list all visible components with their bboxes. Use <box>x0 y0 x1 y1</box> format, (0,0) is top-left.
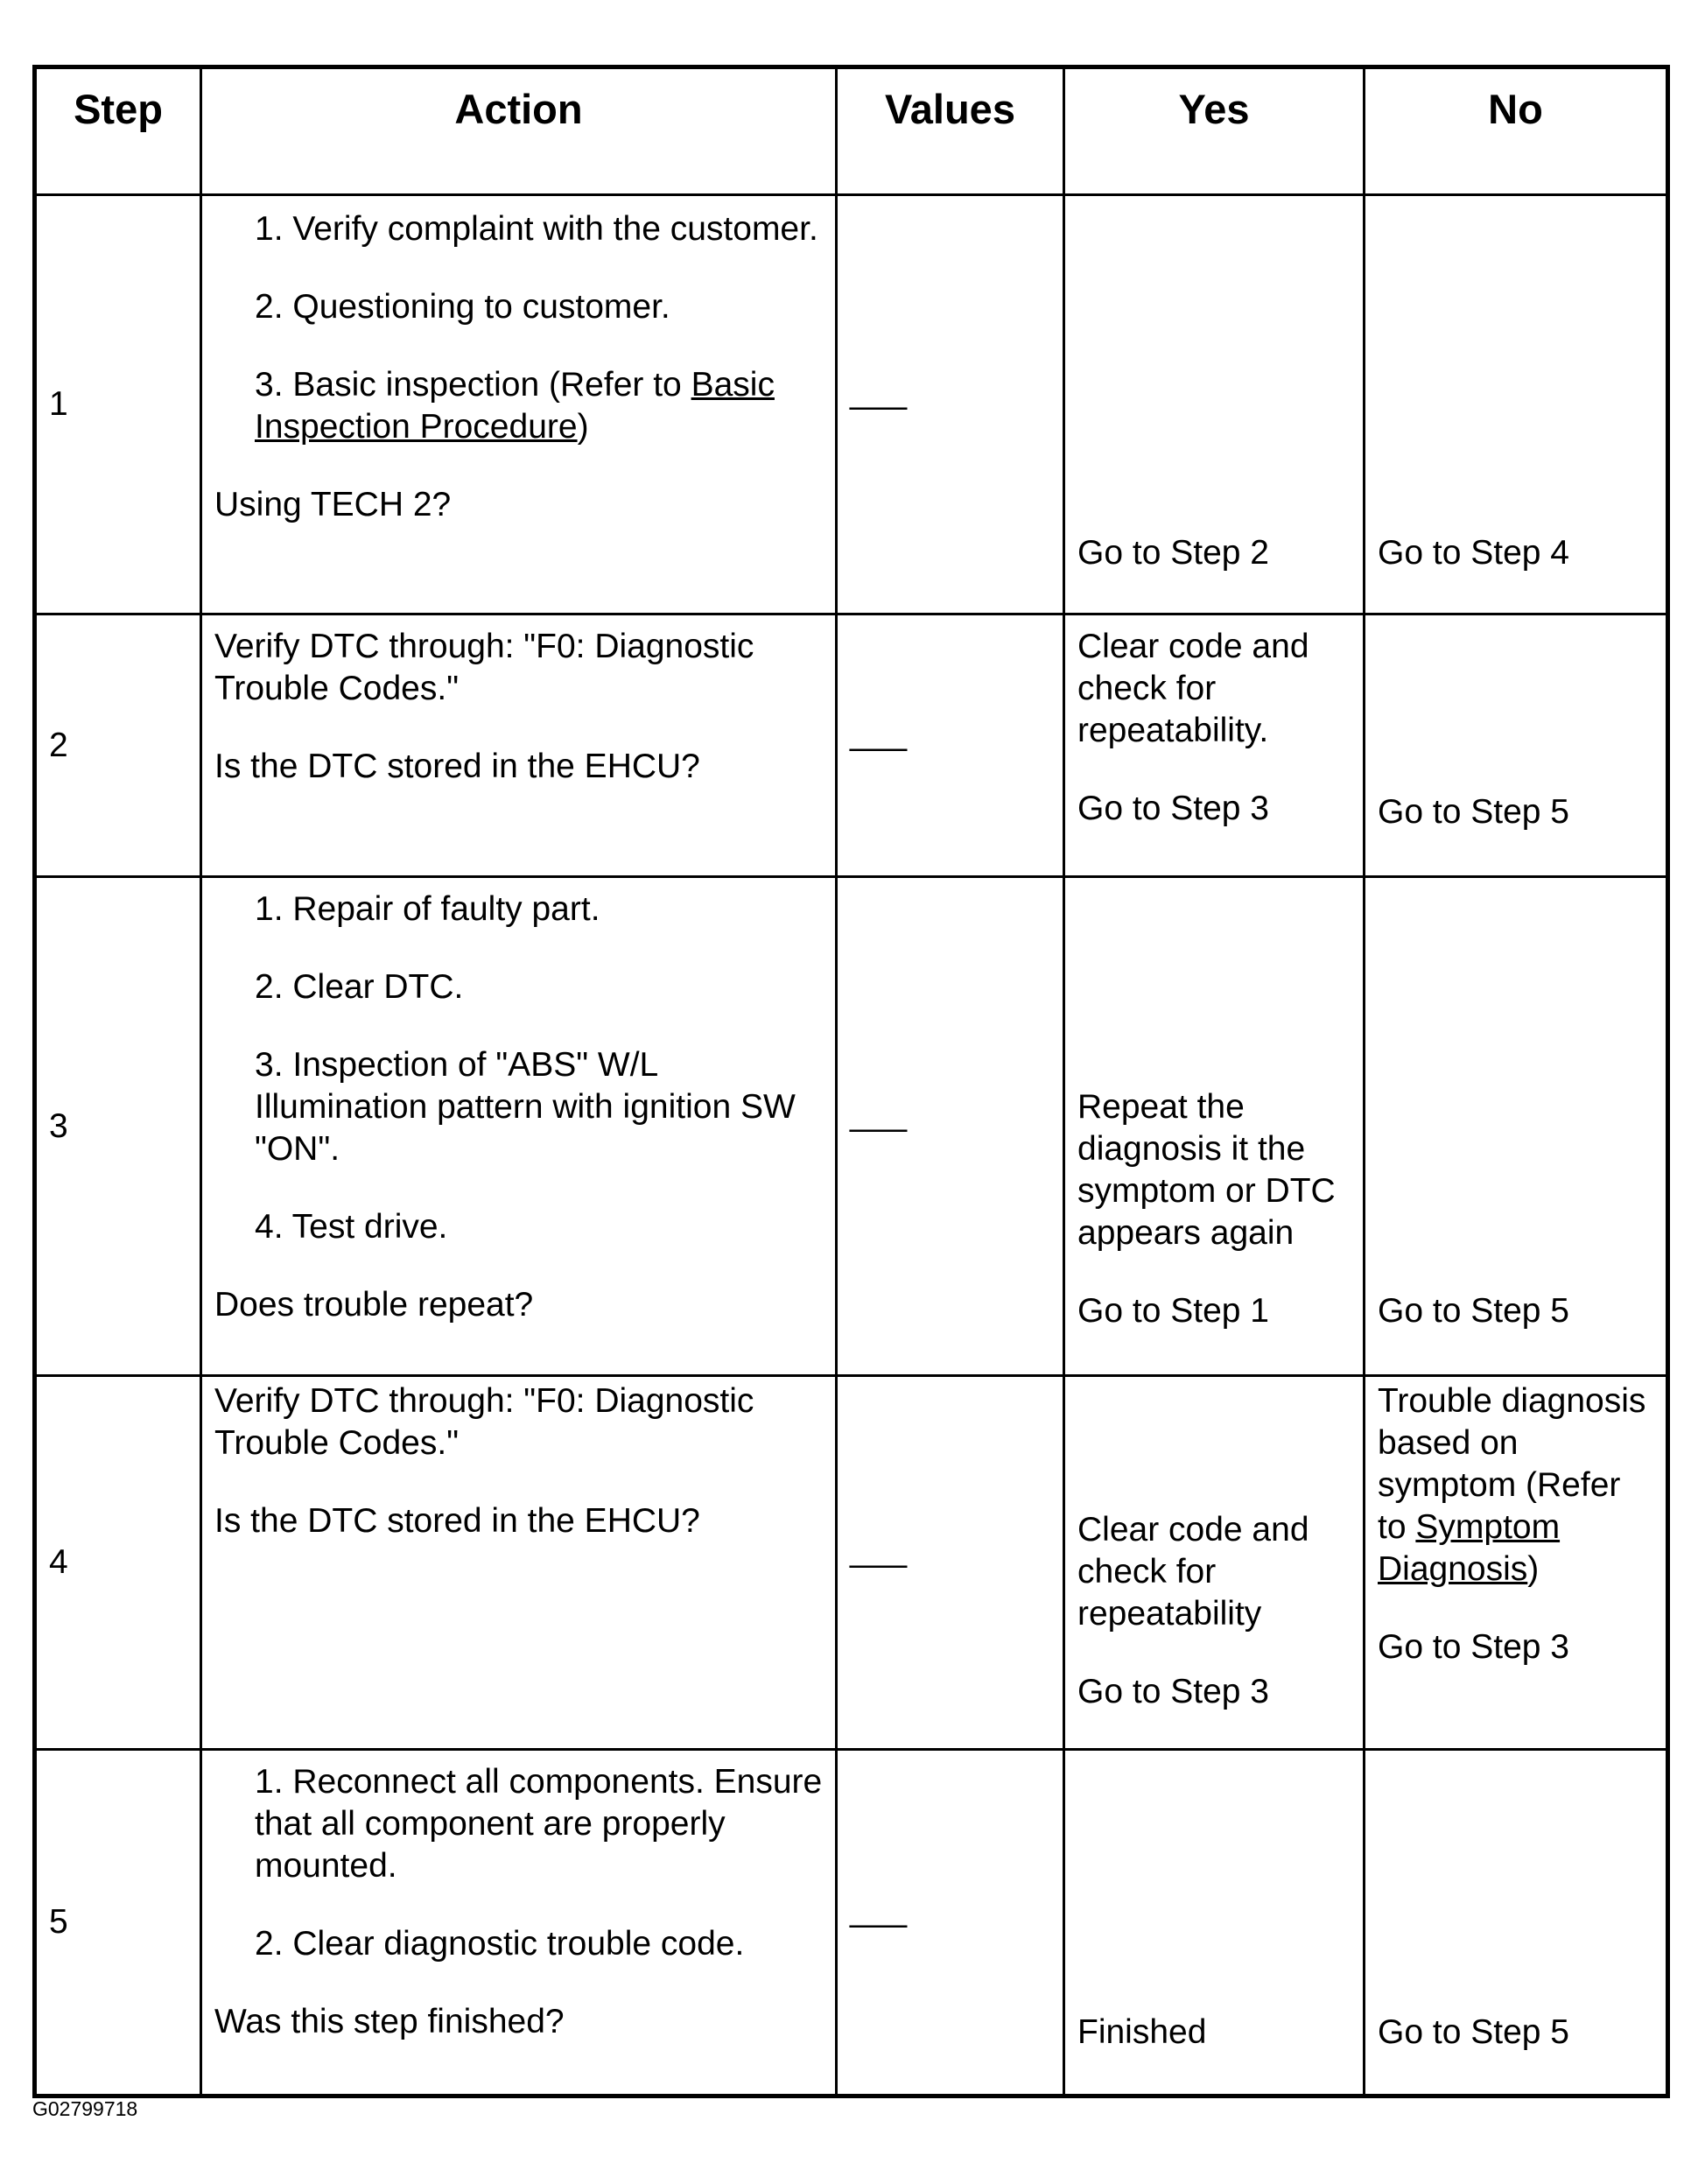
header-row <box>35 67 1668 195</box>
header-step: Step <box>35 67 201 195</box>
yes-result: Finished <box>1077 2013 1207 2051</box>
yes-cell <box>1064 877 1365 1376</box>
action-text: 3. Basic inspection (Refer to <box>255 366 691 404</box>
action-cell <box>201 614 837 877</box>
action-item: Verify DTC through: "F0: Diagnostic Trouble Codes." <box>214 1382 754 1462</box>
values-dash: ___ <box>850 1891 908 1928</box>
step-number: 1 <box>35 195 201 614</box>
table-row <box>35 1376 1668 1750</box>
no-note-text: Trouble diagnosis based on symptom (Refer to <box>1378 1382 1646 1546</box>
no-cell <box>1365 1750 1668 2096</box>
values-cell <box>837 614 1064 877</box>
yes-cell <box>1064 614 1365 877</box>
action-cell <box>201 1750 837 2096</box>
step-number: 4 <box>35 1376 201 1750</box>
no-cell <box>1365 614 1668 877</box>
no-note-text: ) <box>1527 1550 1540 1588</box>
table-row <box>35 614 1668 877</box>
action-item: 2. Clear DTC. <box>255 968 464 1006</box>
action-text: ) <box>577 408 589 446</box>
header-yes: Yes <box>1064 67 1365 195</box>
header-values: Values <box>837 67 1064 195</box>
action-item: 4. Test drive. <box>255 1208 448 1246</box>
step-number: 2 <box>35 614 201 877</box>
action-item: 2. Clear diagnostic trouble code. <box>255 1925 745 1963</box>
yes-note: Repeat the diagnosis it the symptom or DTC appears again <box>1077 1088 1336 1252</box>
no-result: Go to Step 3 <box>1378 1628 1569 1666</box>
values-dash: ___ <box>850 1531 908 1569</box>
header-no: No <box>1365 67 1668 195</box>
yes-result: Go to Step 3 <box>1077 1673 1269 1710</box>
action-question: Using TECH 2? <box>214 486 452 523</box>
figure-code: G02799718 <box>32 2097 138 2120</box>
symptom-diagnosis-link[interactable]: Symptom Diagnosis <box>1378 1508 1561 1588</box>
table-row <box>35 195 1668 614</box>
table-row <box>35 1750 1668 2096</box>
no-result: Go to Step 4 <box>1378 534 1569 572</box>
table-row <box>35 877 1668 1376</box>
action-item <box>214 364 823 448</box>
action-item: Verify DTC through: "F0: Diagnostic Trouble Codes." <box>214 628 754 707</box>
action-question: Was this step finished? <box>214 2003 565 2040</box>
no-cell <box>1365 1376 1668 1750</box>
action-item: 2. Questioning to customer. <box>255 288 670 326</box>
action-question: Does trouble repeat? <box>214 1286 534 1324</box>
no-cell <box>1365 877 1668 1376</box>
action-item: 1. Verify complaint with the customer. <box>255 210 818 248</box>
diagnostic-table <box>32 65 1670 2098</box>
yes-cell <box>1064 1376 1365 1750</box>
yes-note: Clear code and check for repeatability. <box>1077 628 1309 749</box>
action-cell <box>201 877 837 1376</box>
yes-cell <box>1064 1750 1365 2096</box>
action-item: 3. Inspection of "ABS" W/L Illumination pattern with ignition SW "ON". <box>255 1046 796 1168</box>
basic-inspection-link[interactable]: Basic Inspection Procedure <box>255 366 775 446</box>
no-cell <box>1365 195 1668 614</box>
action-question: Is the DTC stored in the EHCU? <box>214 1502 700 1540</box>
no-result: Go to Step 5 <box>1378 2013 1569 2051</box>
action-item: 1. Repair of faulty part. <box>255 890 600 928</box>
yes-result: Go to Step 2 <box>1077 534 1269 572</box>
no-note <box>1378 1380 1653 1591</box>
step-number: 3 <box>35 877 201 1376</box>
values-cell <box>837 195 1064 614</box>
yes-result: Go to Step 3 <box>1077 790 1269 827</box>
action-cell <box>201 195 837 614</box>
action-item: 1. Reconnect all components. Ensure that all component are properly mounted. <box>255 1763 823 1885</box>
action-question: Is the DTC stored in the EHCU? <box>214 748 700 785</box>
header-action: Action <box>201 67 837 195</box>
values-cell <box>837 1750 1064 2096</box>
yes-note: Clear code and check for repeatability <box>1077 1511 1309 1633</box>
action-cell <box>201 1376 837 1750</box>
step-number: 5 <box>35 1750 201 2096</box>
values-dash: ___ <box>850 713 908 752</box>
no-result: Go to Step 5 <box>1378 1292 1569 1330</box>
yes-cell <box>1064 195 1365 614</box>
values-dash: ___ <box>850 373 908 411</box>
no-result: Go to Step 5 <box>1378 793 1569 831</box>
values-cell <box>837 877 1064 1376</box>
yes-result: Go to Step 1 <box>1077 1292 1269 1330</box>
values-dash: ___ <box>850 1094 908 1133</box>
values-cell <box>837 1376 1064 1750</box>
